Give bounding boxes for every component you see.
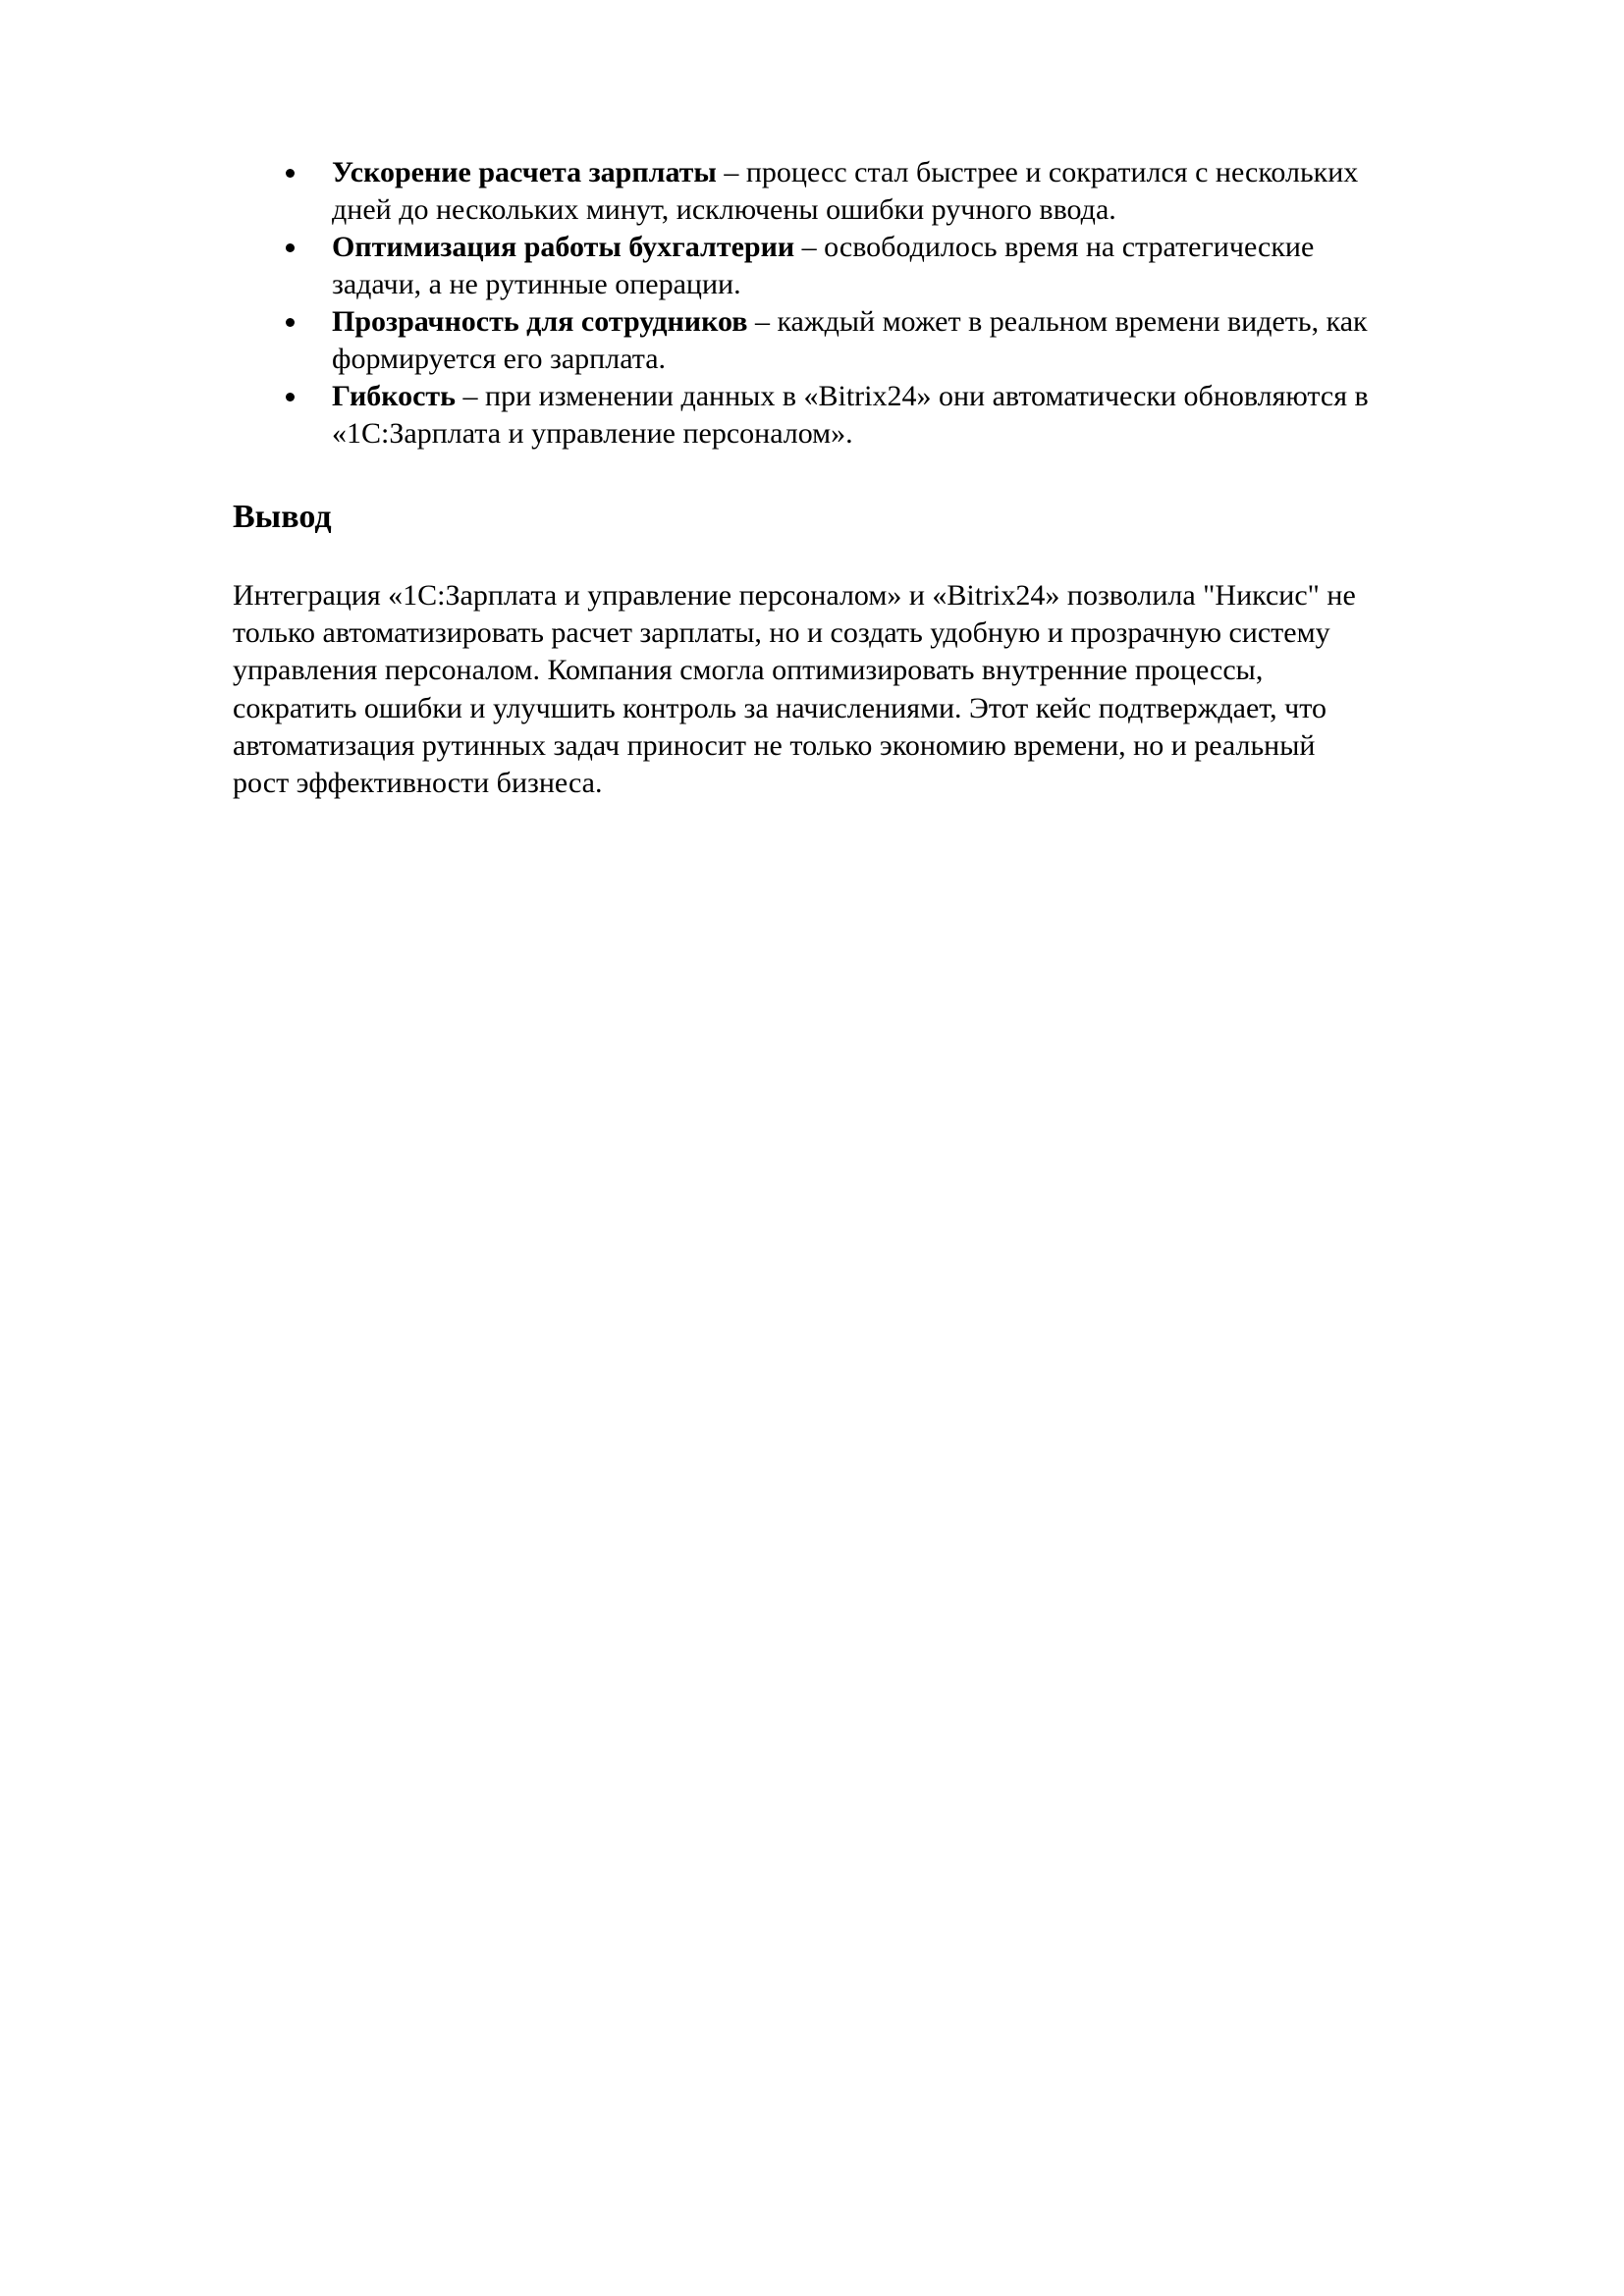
list-item: [0, 303, 1530, 378]
paragraph-line: автоматизация рутинных задач приносит не только экономию времени, но и реальный: [233, 728, 1316, 762]
conclusion-heading: Вывод: [233, 499, 332, 535]
list-item-text: формируется его зарплата.: [332, 343, 667, 375]
list-item-line: [332, 303, 1530, 341]
list-item-line: [332, 378, 1530, 415]
list-item-line: [332, 229, 1530, 266]
list-item-term: Гибкость: [332, 380, 457, 412]
paragraph-line: рост эффективности бизнеса.: [233, 767, 603, 800]
list-item-text: – освободилось время на стратегические: [794, 231, 1315, 263]
list-item-text: – процесс стал быстрее и сократился с нескольких: [716, 156, 1359, 188]
list-item-text: «1С:Зарплата и управление персоналом».: [332, 417, 853, 450]
list-item-text: – каждый может в реальном времени видеть, как: [747, 305, 1368, 338]
list-item: [0, 154, 1530, 229]
paragraph-line: Интеграция «1С:Зарплата и управление персоналом» и «Bitrix24» позволила "Никсис" не: [233, 579, 1356, 612]
bullet-icon: [286, 393, 295, 401]
paragraph-line: управления персоналом. Компания смогла оптимизировать внутренние процессы,: [233, 654, 1264, 687]
paragraph-line: сократить ошибки и улучшить контроль за начислениями. Этот кейс подтверждает, что: [233, 691, 1326, 724]
list-item-term: Ускорение расчета зарплаты: [332, 156, 717, 188]
benefits-list: [0, 154, 1624, 453]
bullet-icon: [286, 243, 295, 252]
list-item: [0, 378, 1530, 453]
bullet-icon: [286, 169, 295, 178]
list-item-text: – при изменении данных в «Bitrix24» они автоматически обновляются в: [456, 380, 1369, 412]
conclusion-paragraph: [233, 577, 1509, 802]
list-item-text: дней до нескольких минут, исключены ошибки ручного ввода.: [332, 193, 1116, 226]
list-item-term: Прозрачность для сотрудников: [332, 305, 748, 338]
list-item-term: Оптимизация работы бухгалтерии: [332, 231, 795, 263]
list-item-text: задачи, а не рутинные операции.: [332, 268, 741, 300]
list-item: [0, 229, 1530, 303]
bullet-icon: [286, 318, 295, 327]
paragraph-line: только автоматизировать расчет зарплаты, но и создать удобную и прозрачную систему: [233, 616, 1330, 650]
list-item-line: [332, 154, 1530, 191]
